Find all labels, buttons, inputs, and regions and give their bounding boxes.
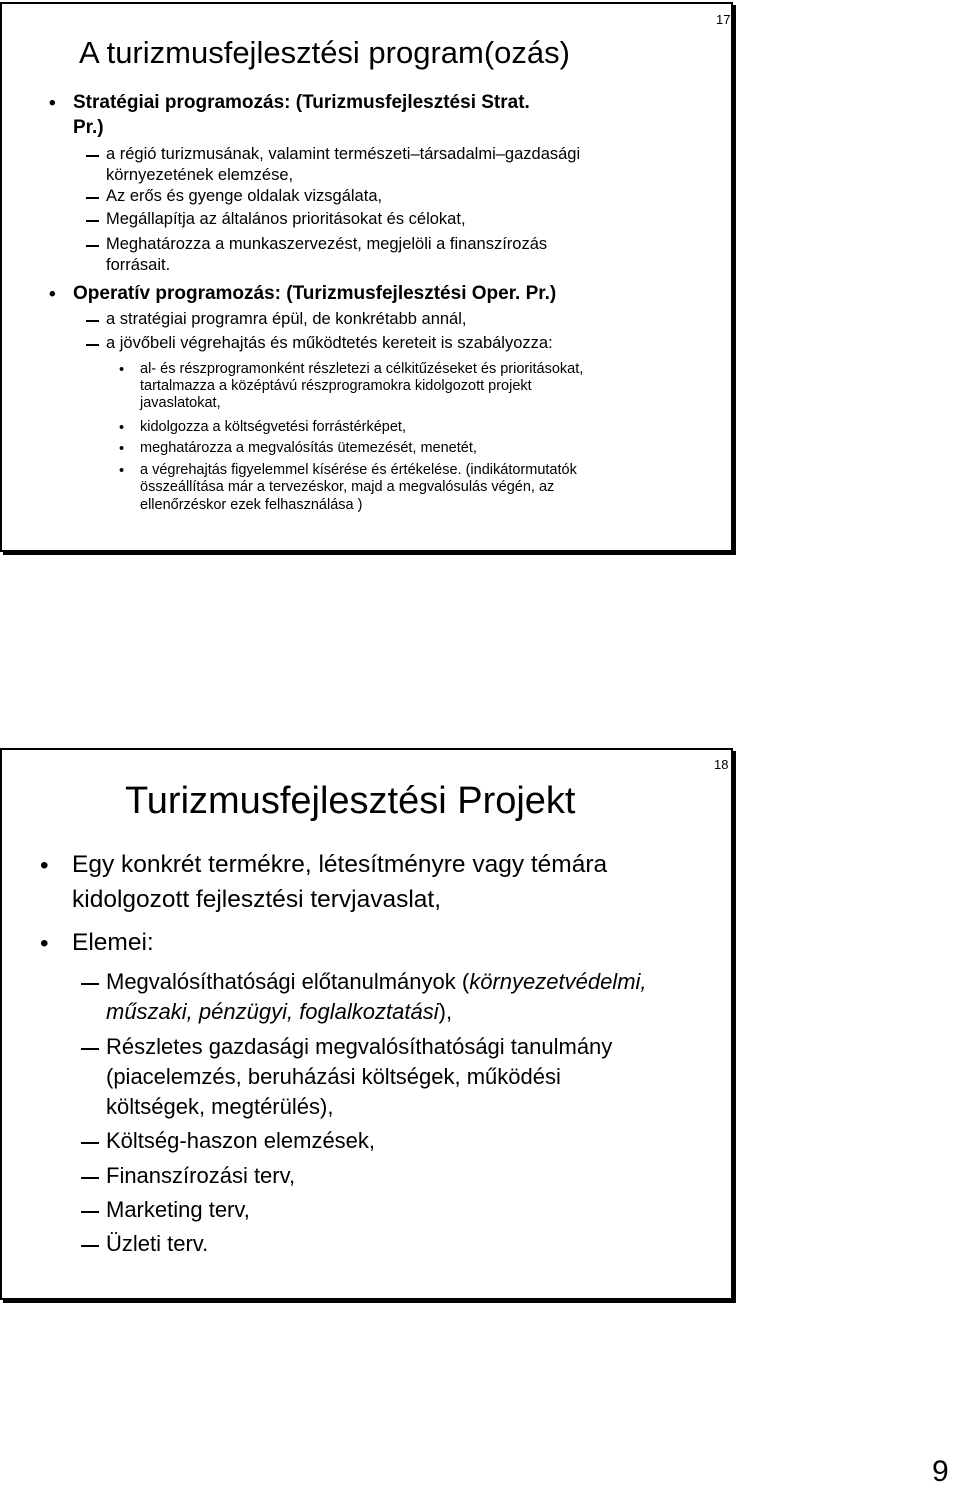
- slide-18: [0, 748, 733, 1300]
- slide-title: Turizmusfejlesztési Projekt: [125, 780, 576, 822]
- dash-icon: [86, 245, 99, 247]
- operative-subitem: meghatározza a megvalósítás ütemezését, menetét,: [140, 440, 477, 456]
- dash-icon: [81, 983, 99, 985]
- element-item: Marketing terv,: [106, 1197, 250, 1222]
- strategic-heading-cont: Pr.): [73, 117, 104, 138]
- strategic-item: Meghatározza a munkaszervezést, megjelöli a finanszírozás: [106, 235, 548, 253]
- strategic-item: Az erős és gyenge oldalak vizsgálata,: [106, 187, 383, 205]
- dash-icon: [86, 220, 99, 222]
- detailed-study-item: Részletes gazdasági megvalósíthatósági tanulmány: [106, 1034, 613, 1059]
- feasibility-suffix: ),: [438, 999, 453, 1024]
- feasibility-italic: környezetvédelmi,: [469, 969, 647, 994]
- dash-icon: [81, 1142, 99, 1144]
- operative-item: a stratégiai programra épül, de konkrétabb annál,: [106, 310, 467, 328]
- element-item: Üzleti terv.: [106, 1231, 209, 1256]
- bullet-icon: •: [119, 463, 125, 479]
- slide-title: A turizmusfejlesztési program(ozás): [79, 35, 570, 70]
- element-item: Finanszírozási terv,: [106, 1163, 296, 1188]
- bullet-icon: •: [40, 852, 49, 879]
- feasibility-prefix: Megvalósíthatósági előtanulmányok (: [106, 969, 470, 994]
- feasibility-italic: műszaki, pénzügyi, foglalkoztatási: [106, 999, 439, 1024]
- element-item: Költség-haszon elemzések,: [106, 1128, 376, 1153]
- dash-icon: [81, 1211, 99, 1213]
- project-bullet: Egy konkrét termékre, létesítményre vagy témára: [72, 851, 608, 878]
- dash-icon: [86, 320, 99, 322]
- feasibility-item: [106, 969, 647, 995]
- dash-icon: [86, 344, 99, 346]
- operative-subitem-cont: tartalmazza a középtávú részprogramokra kidolgozott projekt: [140, 378, 532, 394]
- operative-heading: Operatív programozás: (Turizmusfejlesztési Oper. Pr.): [73, 283, 557, 304]
- strategic-item: a régió turizmusának, valamint természeti–társadalmi–gazdasági: [106, 145, 581, 163]
- operative-subitem: a végrehajtás figyelemmel kísérése és értékelése. (indikátormutatók: [140, 462, 577, 478]
- dash-icon: [81, 1245, 99, 1247]
- dash-icon: [81, 1177, 99, 1179]
- slide-number: 18: [714, 757, 729, 772]
- operative-subitem: al- és részprogramonként részletezi a célkitűzéseket és prioritásokat,: [140, 361, 584, 377]
- strategic-item-cont: forrásait.: [106, 256, 171, 274]
- operative-subitem-cont: összeállítása már a tervezéskor, majd a megvalósulás végén, az: [140, 479, 555, 495]
- feasibility-item-cont: [106, 999, 452, 1025]
- slide-number: 17: [716, 12, 731, 27]
- operative-subitem-cont: javaslatokat,: [140, 395, 221, 411]
- operative-item: a jövőbeli végrehajtás és működtetés kereteit is szabályozza:: [106, 334, 553, 352]
- project-bullet-cont: kidolgozott fejlesztési tervjavaslat,: [72, 886, 442, 913]
- detailed-study-item-cont: (piacelemzés, beruházási költségek, működési: [106, 1064, 561, 1089]
- dash-icon: [81, 1048, 99, 1050]
- bullet-icon: •: [119, 420, 125, 436]
- strategic-item-cont: környezetének elemzése,: [106, 166, 294, 184]
- page-number: 9: [932, 1455, 949, 1488]
- elements-bullet: Elemei:: [72, 929, 154, 956]
- dash-icon: [86, 197, 99, 199]
- strategic-heading: Stratégiai programozás: (Turizmusfejlesztési Strat.: [73, 92, 530, 113]
- strategic-item: Megállapítja az általános prioritásokat és célokat,: [106, 210, 466, 228]
- operative-subitem: kidolgozza a költségvetési forrástérképet,: [140, 419, 406, 435]
- dash-icon: [86, 155, 99, 157]
- detailed-study-item-cont: költségek, megtérülés),: [106, 1094, 334, 1119]
- bullet-icon: •: [40, 930, 49, 957]
- bullet-icon: •: [49, 284, 56, 305]
- slide-17: [0, 2, 733, 552]
- bullet-icon: •: [49, 93, 56, 114]
- operative-subitem-cont: ellenőrzéskor ezek felhasználása ): [140, 497, 363, 513]
- bullet-icon: •: [119, 362, 125, 378]
- bullet-icon: •: [119, 441, 125, 457]
